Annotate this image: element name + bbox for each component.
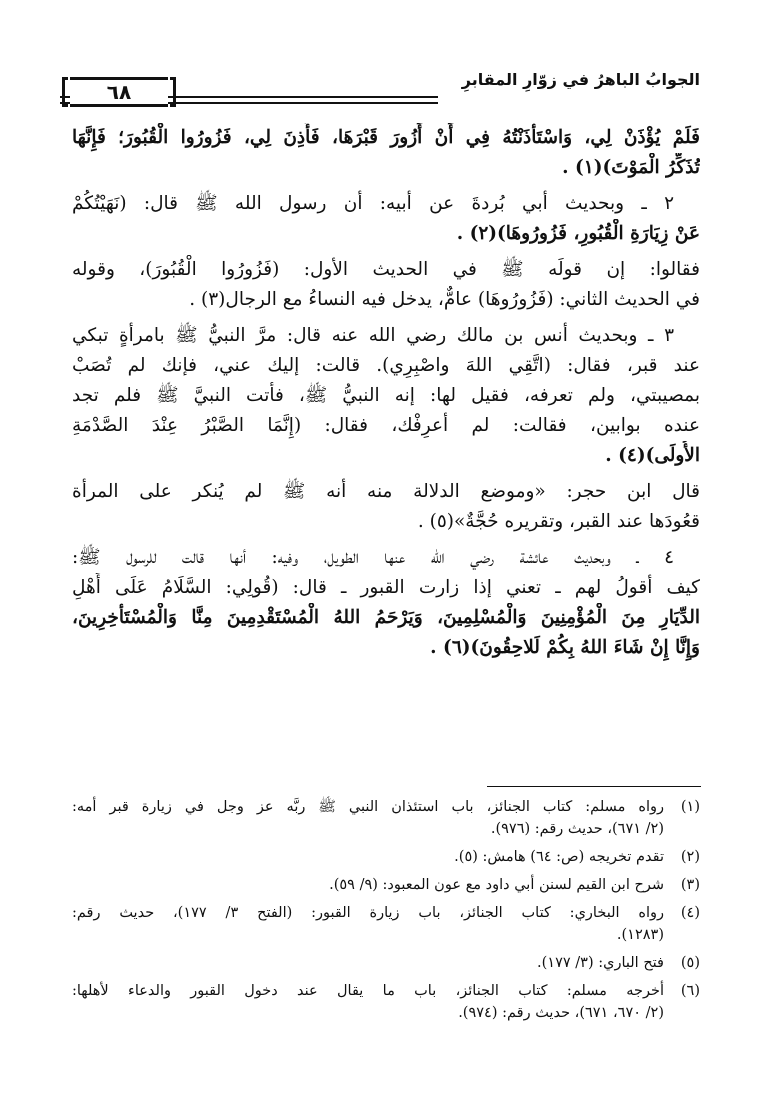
footnote [72,874,700,896]
footnote-line: (١٢٨٣). [616,927,664,943]
paragraph [72,477,700,537]
paragraph [72,321,700,471]
text-line: عنده بوابين، فقالت: لم أعرِفْك، فقال: (إِنَّمَا الصَّبْرُ عِنْدَ الصَّدْمَةِ [72,415,700,436]
text-line: في الحديث الثاني: (فَزُورُوهَا) عامٌّ، يدخل فيه النساءُ مع الرجال(٣) . [189,289,700,310]
paragraph [72,189,700,249]
text-line: ٣ ـ وبحديث أنس بن مالك رضي الله عنه قال: مرَّ النبيُّ ﷺ بامرأةٍ تبكي [72,325,674,346]
text-line: كيف أقولُ لهم ـ تعني إذا زارت القبور ـ قال: (قُولِي: السَّلَامُ عَلَى أَهْلِ [72,577,700,598]
footnote [72,980,700,1024]
footnote-separator [487,786,701,787]
text-line: فقالوا: إن قولَه ﷺ في الحديث الأول: (فَزُورُوا الْقُبُورَ)، وقوله [72,259,700,280]
footnote-line: فتح الباري: (٣/ ١٧٧). [537,955,664,971]
footnote-number: (١) [680,799,700,815]
footnote [72,952,700,974]
text-line: عَنْ زِيَارَةِ الْقُبُورِ، فَزُورُوهَا)(٢) . [456,223,700,244]
footnote-line: رواه مسلم: كتاب الجنائز، باب استئذان النبي ﷺ ربَّه عز وجل في زيارة قبر أمه: [72,799,664,815]
footnote [72,846,700,868]
footnote-line: (٢/ ٦٧٠، ٦٧١)، حديث رقم: (٩٧٤). [458,1005,664,1021]
paragraph [72,123,700,183]
paragraph [72,255,700,315]
text-line: قعُودَها عند القبر، وتقريره حُجَّةٌ»(٥) . [417,511,700,532]
paragraph [72,543,700,663]
text-line: عند قبر، فقال: (اتَّقِي اللهَ واصْبِرِي). قالت: إليك عني، فإنك لم تُصَبْ [72,355,700,376]
footnote-line: أخرجه مسلم: كتاب الجنائز، باب ما يقال عند دخول القبور والدعاء لأهلها: [72,983,664,999]
footnotes [72,796,700,1030]
text-line: ٢ ـ وبحديث أبي بُردةَ عن أبيه: أن رسول الله ﷺ قال: (نَهَيْتُكُمْ [72,193,674,214]
footnote-number: (٥) [680,955,700,971]
footnote-number: (٢) [680,849,700,865]
footnote-line: شرح ابن القيم لسنن أبي داود مع عون المعبود: (٩/ ٥٩). [329,877,664,893]
footnote-line: (٢/ ٦٧١)، حديث رقم: (٩٧٦). [490,821,664,837]
text-line: وَإِنَّا إِنْ شَاءَ اللهُ بِكُمْ لَلاحِقُونَ)(٦) . [430,637,700,658]
text-line: تُذَكِّرُ الْمَوْتَ)(١) . [562,157,700,178]
page-number-frame [70,77,168,107]
footnote-number: (٣) [680,877,700,893]
text-line: بمصيبتي، ولم تعرفه، فقيل لها: إنه النبيُّ ﷺ، فأتت النبيَّ ﷺ فلم تجد [72,385,700,406]
text-line: فَلَمْ يُؤْذَنْ لِي، وَاسْتَأْذَنْتُهُ فِي أَنْ أَزُورَ قَبْرَهَا، فَأَذِنَ لِي، فَزُورُوا الْقُبُورَ؛ فَإِنَّهَا [72,127,700,148]
footnote [72,796,700,840]
page-header [60,66,700,116]
footnote-number: (٤) [680,905,700,921]
footnote-line: تقدم تخريجه (ص: ٦٤) هامش: (٥). [454,849,664,865]
running-title: الجوابُ الباهرُ في زوّارِ المقابرِ [461,70,700,89]
text-line: الأُولَى)(٤) . [605,445,700,466]
footnote-line: رواه البخاري: كتاب الجنائز، باب زيارة القبور: (الفتح ٣/ ١٧٧)، حديث رقم: [72,905,664,921]
page-number: ٦٨ [106,80,132,104]
footnote [72,902,700,946]
text-line: الدِّيَارِ مِنَ الْمُؤْمِنِينَ وَالْمُسْلِمِينَ، وَيَرْحَمُ اللهُ الْمُسْتَقْدِمِينَ مِنَّا وَالْمُسْتَأْخِرِينَ، [72,607,700,628]
footnote-number: (٦) [680,983,700,999]
text-line: قال ابن حجر: «وموضع الدلالة منه أنه ﷺ لم يُنكر على المرأة [72,481,700,502]
main-text [72,123,700,669]
text-line: ٤ ـ وبحديث عائشة رضي الله عنها الطويل، وفيه: أنها قالت للرسول ﷺ: [72,547,674,568]
